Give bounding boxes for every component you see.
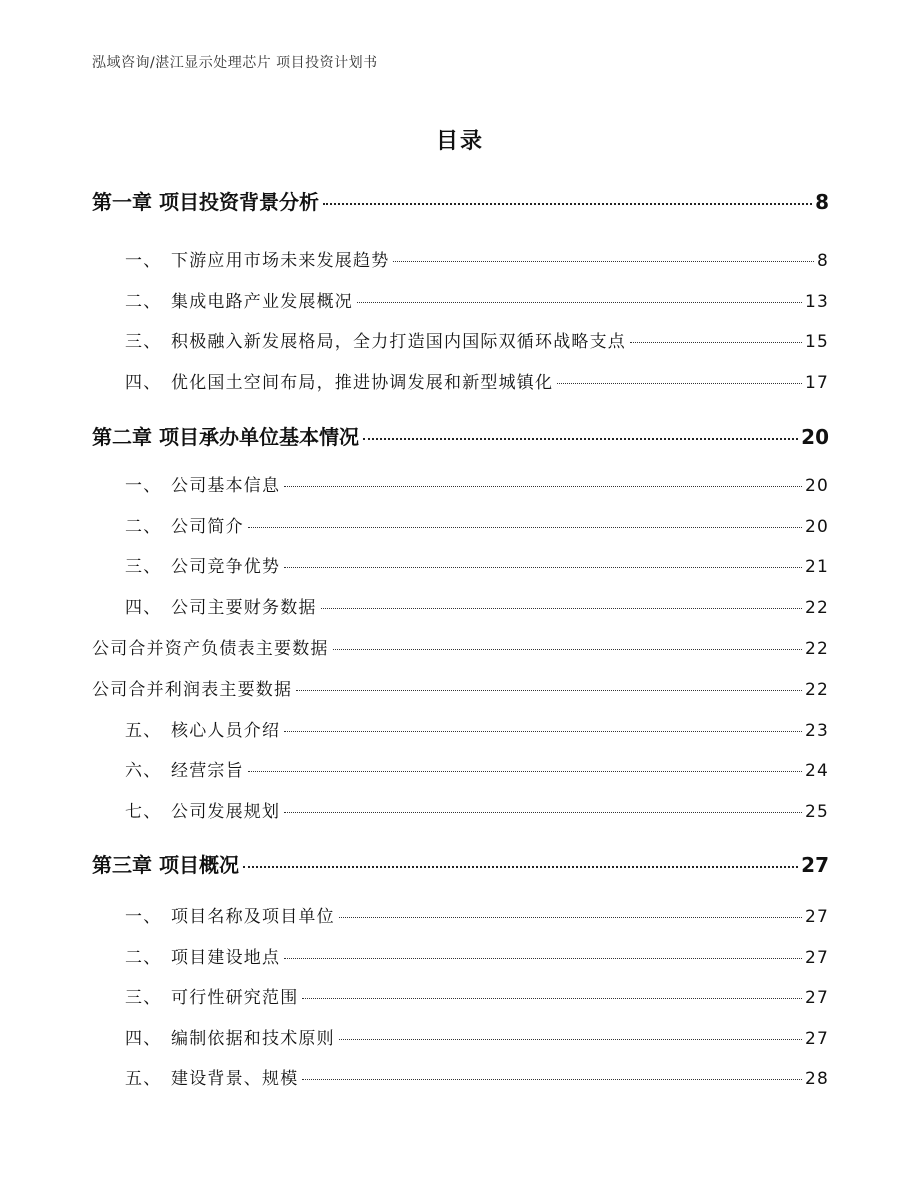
toc-entry-number: 三、 (125, 988, 162, 1008)
toc-page-number: 25 (804, 802, 829, 822)
toc-entry-title: 公司合并资产负债表主要数据 (92, 639, 329, 659)
toc-page-number: 8 (816, 251, 829, 271)
toc-entry-number: 一、 (125, 907, 162, 927)
toc-dot-leader (393, 261, 814, 262)
toc-entry-title: 第二章 项目承办单位基本情况 (92, 425, 359, 449)
toc-page-number: 21 (804, 557, 829, 577)
toc-entry-number: 四、 (125, 598, 162, 618)
toc-dot-leader (323, 203, 812, 205)
toc-entry-number: 五、 (125, 721, 162, 741)
toc-entry-number: 二、 (125, 517, 162, 537)
toc-chapter-entry[interactable] (92, 421, 829, 450)
toc-section-entry[interactable] (92, 675, 829, 700)
toc-entry-title: 公司发展规划 (171, 802, 281, 822)
toc-entry-title: 建设背景、规模 (171, 1069, 299, 1089)
toc-entry-title: 第一章 项目投资背景分析 (92, 190, 319, 214)
toc-dot-leader (339, 917, 802, 918)
toc-entry-title: 下游应用市场未来发展趋势 (171, 251, 390, 271)
toc-entry-title: 公司基本信息 (171, 476, 281, 496)
toc-section-entry[interactable] (92, 902, 829, 927)
toc-entry-number: 一、 (125, 251, 162, 271)
toc-entry-title: 公司简介 (171, 517, 244, 537)
toc-dot-leader (284, 731, 802, 732)
toc-dot-leader (284, 812, 802, 813)
toc-section-entry[interactable] (92, 327, 829, 352)
toc-entry-number: 四、 (125, 1029, 162, 1049)
toc-section-entry[interactable] (92, 943, 829, 968)
toc-dot-leader (321, 608, 802, 609)
toc-entry-title: 项目名称及项目单位 (171, 907, 335, 927)
toc-page-number: 28 (804, 1069, 829, 1089)
toc-entry-number: 七、 (125, 802, 162, 822)
toc-section-entry[interactable] (92, 287, 829, 312)
toc-entry-title: 核心人员介绍 (171, 721, 281, 741)
toc-section-entry[interactable] (92, 797, 829, 822)
toc-dot-leader (339, 1039, 802, 1040)
toc-entry-title: 集成电路产业发展概况 (171, 292, 353, 312)
toc-entry-number: 一、 (125, 476, 162, 496)
toc-dot-leader (557, 383, 802, 384)
toc-entry-title: 可行性研究范围 (171, 988, 299, 1008)
toc-entry-title: 公司竞争优势 (171, 557, 281, 577)
toc-section-entry[interactable] (92, 634, 829, 659)
toc-page-number: 22 (804, 639, 829, 659)
toc-page-number: 27 (804, 948, 829, 968)
toc-dot-leader (248, 771, 802, 772)
toc-entry-number: 三、 (125, 557, 162, 577)
toc-page-number: 27 (804, 907, 829, 927)
toc-dot-leader (357, 302, 802, 303)
toc-page-number: 27 (804, 988, 829, 1008)
toc-section-entry[interactable] (92, 552, 829, 577)
toc-section-entry[interactable] (92, 756, 829, 781)
page-title: 目录 (435, 129, 484, 154)
toc-chapter-entry[interactable] (92, 186, 829, 215)
toc-page-number: 20 (804, 517, 829, 537)
toc-dot-leader (284, 567, 802, 568)
toc-dot-leader (302, 998, 802, 999)
toc-section-entry[interactable] (92, 368, 829, 393)
toc-section-entry[interactable] (92, 1024, 829, 1049)
toc-section-entry[interactable] (92, 512, 829, 537)
toc-page-number: 13 (804, 292, 829, 312)
toc-section-entry[interactable] (92, 471, 829, 496)
table-of-contents (92, 0, 829, 1191)
toc-entry-number: 二、 (125, 948, 162, 968)
toc-dot-leader (333, 649, 802, 650)
toc-dot-leader (284, 486, 802, 487)
toc-page-number: 20 (804, 476, 829, 496)
toc-entry-title: 公司主要财务数据 (171, 598, 317, 618)
toc-entry-number: 三、 (125, 332, 162, 352)
page-header: 泓域咨询/湛江显示处理芯片 项目投资计划书 (92, 55, 378, 71)
toc-chapter-entry[interactable] (92, 849, 829, 878)
toc-entry-title: 编制依据和技术原则 (171, 1029, 335, 1049)
toc-entry-title: 经营宗旨 (171, 761, 244, 781)
toc-dot-leader (243, 866, 798, 868)
toc-dot-leader (296, 690, 802, 691)
toc-page-number: 22 (804, 680, 829, 700)
toc-dot-leader (248, 527, 802, 528)
toc-page-number: 23 (804, 721, 829, 741)
toc-dot-leader (284, 958, 802, 959)
toc-entry-title: 积极融入新发展格局，全力打造国内国际双循环战略支点 (171, 332, 626, 352)
toc-dot-leader (630, 342, 802, 343)
toc-entry-title: 项目建设地点 (171, 948, 281, 968)
toc-section-entry[interactable] (92, 246, 829, 271)
toc-page-number: 15 (804, 332, 829, 352)
toc-entry-title: 优化国土空间布局，推进协调发展和新型城镇化 (171, 373, 554, 393)
toc-section-entry[interactable] (92, 1064, 829, 1089)
toc-dot-leader (302, 1079, 802, 1080)
toc-entry-title: 第三章 项目概况 (92, 853, 239, 877)
toc-page-number: 27 (801, 853, 829, 877)
toc-section-entry[interactable] (92, 716, 829, 741)
toc-entry-number: 二、 (125, 292, 162, 312)
toc-entry-number: 四、 (125, 373, 162, 393)
toc-page-number: 17 (804, 373, 829, 393)
toc-page-number: 8 (815, 190, 829, 214)
toc-entry-number: 五、 (125, 1069, 162, 1089)
toc-page-number: 27 (804, 1029, 829, 1049)
toc-page-number: 20 (801, 425, 829, 449)
toc-section-entry[interactable] (92, 593, 829, 618)
toc-dot-leader (363, 438, 798, 440)
toc-page-number: 24 (804, 761, 829, 781)
toc-section-entry[interactable] (92, 983, 829, 1008)
toc-page-number: 22 (804, 598, 829, 618)
toc-entry-number: 六、 (125, 761, 162, 781)
toc-entry-title: 公司合并利润表主要数据 (92, 680, 293, 700)
